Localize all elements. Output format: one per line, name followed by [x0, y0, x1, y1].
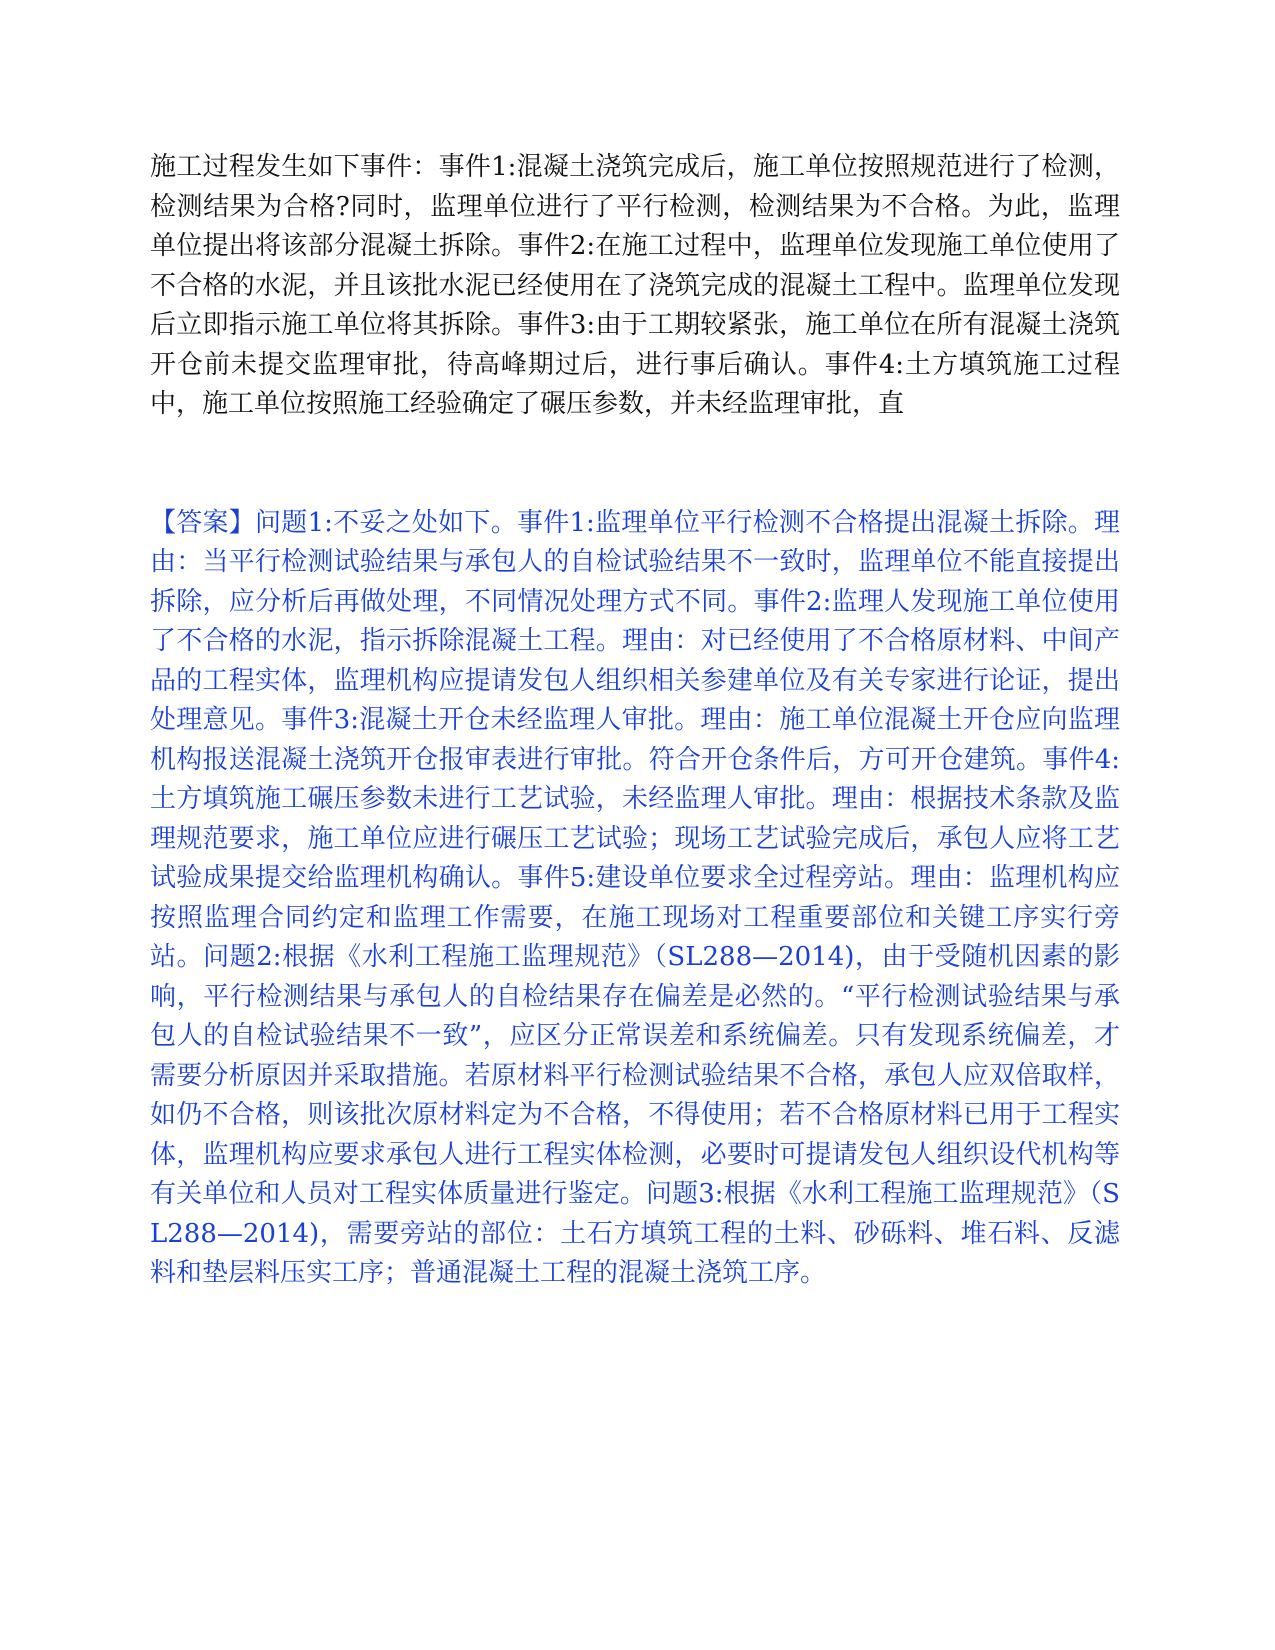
question-paragraph: 施工过程发生如下事件：事件1:混凝土浇筑完成后，施工单位按照规范进行了检测，检测结果为合格?同时，监理单位进行了平行检测，检测结果为不合格。为此，监理单位提出将该部分混凝土拆除。事件2:在施工过程中，监理单位发现施工单位使用了不合格的水泥，并且该批水泥已经使用在了浇筑完成的混凝土工程中。监理单位发现后立即指示施工单位将其拆除。事件3:由于工期较紧张，施工单位在所有混凝土浇筑开仓前未提交监理审批，待高峰期过后，进行事后确认。事件4:土方填筑施工过程中，施工单位按照施工经验确定了碾压参数，并未经监理审批，直: [150, 152, 1120, 419]
document-page: [150, 148, 1120, 1294]
answer-paragraph: 【答案】问题1:不妥之处如下。事件1:监理单位平行检测不合格提出混凝土拆除。理由：当平行检测试验结果与承包人的自检试验结果不一致时，监理单位不能直接提出拆除，应分析后再做处理，不同情况处理方式不同。事件2:监理人发现施工单位使用了不合格的水泥，指示拆除混凝土工程。理由：对已经使用了不合格原材料、中间产品的工程实体，监理机构应提请发包人组织相关参建单位及有关专家进行论证，提出处理意见。事件3:混凝土开仓未经监理人审批。理由：施工单位混凝土开仓应向监理机构报送混凝土浇筑开仓报审表进行审批。符合开仓条件后，方可开仓建筑。事件4:土方填筑施工碾压参数未进行工艺试验，未经监理人审批。理由：根据技术条款及监理规范要求，施工单位应进行碾压工艺试验；现场工艺试验完成后，承包人应将工艺试验成果提交给监理机构确认。事件5:建设单位要求全过程旁站。理由：监理机构应按照监理合同约定和监理工作需要，在施工现场对工程重要部位和关键工序实行旁站。问题2:根据《水利工程施工监理规范》（SL288—2014)，由于受随机因素的影响，平行检测结果与承包人的自检结果存在偏差是必然的。“平行检测试验结果与承包人的自检试验结果不一致”，应区分正常误差和系统偏差。只有发现系统偏差，才需要分析原因并采取措施。若原材料平行检测试验结果不合格，承包人应双倍取样，如仍不合格，则该批次原材料定为不合格，不得使用；若不合格原材料已用于工程实体，监理机构应要求承包人进行工程实体检测，必要时可提请发包人组织设代机构等有关单位和人员对工程实体质量进行鉴定。问题3:根据《水利工程施工监理规范》（SL288—2014)，需要旁站的部位：土石方填筑工程的土料、砂砾料、堆石料、反滤料和垫层料压实工序；普通混凝土工程的混凝土浇筑工序。: [150, 507, 1120, 1288]
